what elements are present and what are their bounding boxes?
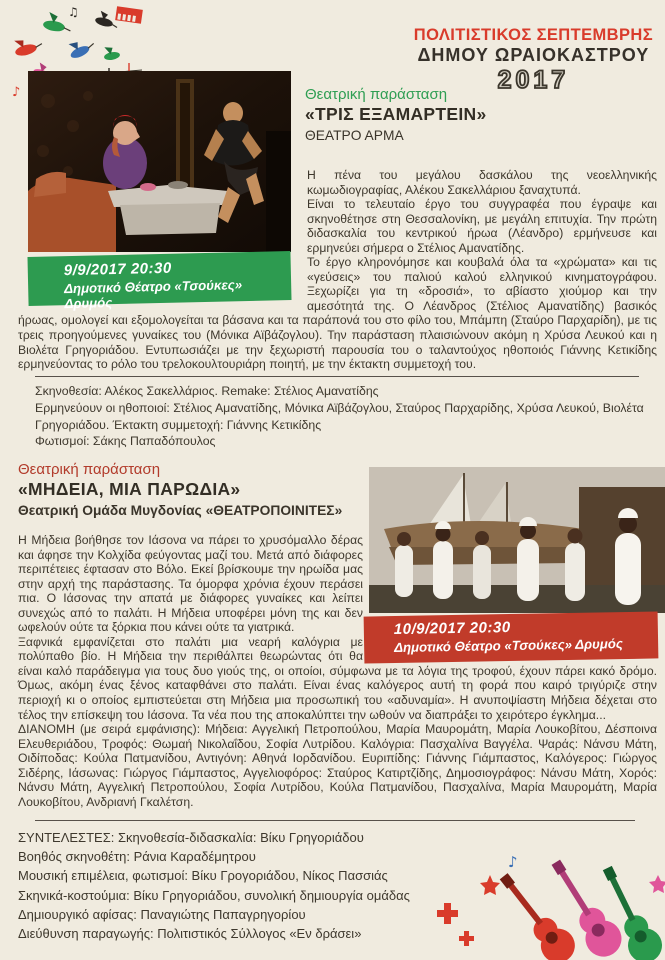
show1-heading [305,86,657,143]
credit-line: Σκηνοθεσία: Αλέκος Σακελλάριος. Remake: Στέλιος Αμανατίδης [35,384,379,398]
show2-paragraph: Ξαφνικά εμφανίζεται στο παλάτι μια νεαρή καλόγρια με πολύπαθο βίο. Η Μήδεια την περιθάλπει θεωρώντας ότι θα είναι καλό παράδειγμα για τους δυο γιούς της, οι οποίοι, σύμφωνα με τα λόγια της τροφού, έχουν πάρει κακό δρόμο. Όμως, ακόμη ένας ξένος καταφθάνει στο παλάτι. Είναι ένας καλόγερος αυτή τη φορά που καιρό τριγύριζε στην περιοχή κι ο οποίος εμπιστεύεται στη Μήδεια μια προσωπική του «αδυναμία». Η ανυποψίαστη Μήδεια δέχεται στο τέλος την επίσκεψη του Ιάσονα. Τα νέα που της αποκαλύπτει την ωθούν να διαπράξει το χειρότερο έγκλημα... [18,634,657,722]
show1-description [18,168,657,372]
credit-line: Διεύθυνση παραγωγής: Πολιτιστικός Σύλλογος «Εν δράσει» [18,926,362,942]
show2-title: «ΜΗΔΕΙΑ, ΜΙΑ ΠΑΡΩΔΙΑ» [18,479,241,499]
credit-line: Βοηθός σκηνοθέτη: Ράνια Καραδέμητρου [18,849,256,865]
show1-paragraph: Το έργο κληρονόμησε και κουβαλά όλα τα «χρώματα» και τις «γεύσεις» του παλιού καλού ελληνικού κινηματογράφου. Ξεχωρίζει για τη «δροσιά», το αβίαστο χιούμορ και την αμεσότητά της. Ο Λέανδρος (Στέλιος Αμανατίδης) βασικός ήρωας, ομολογεί και εξομολογείται τα βάσανα και τα παράπονά του στο φίλο του, Μπάμπη (Σταύρο Παρχαρίδη), με τις τρεις προηγούμενες γυναίκες του (Μόνικα Αϊβάζογλου). Την παράσταση πλαισιώνουν ακόμη η Χρύσα Λευκού και η Βιολέτα Γρηγοριάδου. Εντυπωσιάζει με την ξεχωριστή παρουσία του ο ταλαντούχος ηθοποιός Γιάννης Κετικίδης ερμηνεύοντας το ρόλο του τρελοκουλτουριάρη ποιητή, με την έκτακτη συμμετοχή του. [18,255,657,372]
show2-paragraph: Η Μήδεια βοήθησε τον Ιάσονα να πάρει το χρυσόμαλλο δέρας και άφησε την Κολχίδα φεύγοντας μαζί του. Μετά από διάφορες περιπέτειες έφτασαν στο Βόλο. Εκεί βρίσκουμε την ηρωίδα μας στην αρχή της παράστασης. Τα όμορφα χρόνια έχουν περάσει πια. Ο Ιάσονας την απατά με διάφορες γυναίκες και λείπει συνεχώς από το παλάτι. Η Μήδεια υποφέρει μόνη της και δεν ωφελούν ούτε τα ξόρκια που κάνει ούτε τα γιατρικά. [18,533,363,635]
show1-credits [35,383,657,450]
festival-year: 2017 [497,65,570,94]
festival-title: ΠΟΛΙΤΙΣΤΙΚΟΣ ΣΕΠΤΕΜΒΡΗΣ [413,26,653,44]
show2-description [18,533,657,809]
show2-venue: Δημοτικό Θέατρο «Τσούκες» Δρυμός [394,636,623,656]
show1-kicker: Θεατρική παράσταση [305,86,448,103]
photo-wrap-spacer [18,168,307,311]
credit-line: ΣΥΝΤΕΛΕΣΤΕΣ: Σκηνοθεσία-διδασκαλία: Βίκυ Γρηγοριάδου [18,830,364,845]
divider [35,820,635,821]
show1-datetime: 9/9/2017 20:30 [63,259,172,280]
credit-line: Σκηνικά-κοστούμια: Βίκυ Γρηγοριάδου, συνολική δημιουργία ομάδας [18,887,410,903]
production-credits [18,828,458,943]
credit-line: Ερμηνεύουν οι ηθοποιοί: Στέλιος Αμανατίδης, Μόνικα Αϊβάζογλου, Σταύρος Παρχαρίδης, Χρύσα Λευκού, Βιολέτα Γρηγοριάδου. Έκτακτη συμμετοχή: Γιάννης Κετικίδης [35,400,644,432]
show1-venue: Δημοτικό Θέατρο «Τσούκες» Δρυμός [64,277,243,312]
show1-paragraph: Είναι το τελευταίο έργο του συγγραφέα που έγραψε και σκηνοθέτησε στη Θεσσαλονίκη, με μεγάλη επιτυχία. Την πρώτη διδασκαλία του κεντρικού ήρωα (Λέανδρο) ερμήνευσε και ερμηνεύει σήμερα ο Στέλιος Αμανατίδης. [307,197,657,255]
show2-datetime: 10/9/2017 20:30 [393,619,511,639]
credit-line: Φωτισμοί: Σάκης Παπαδόπουλος [35,434,216,449]
show2-kicker: Θεατρική παράσταση [18,461,161,478]
svg-text:♪: ♪ [508,853,518,871]
divider [35,376,639,377]
credit-line: Μουσική επιμέλεια, φωτισμοί: Βίκυ Γρογοριάδου, Νίκος Πασσιάς [18,868,388,884]
flyer-header [414,26,653,94]
guitars-icon [430,845,665,960]
show1-paragraph: Η πένα του μεγάλου δασκάλου της νεοελληνικής κωμωδιογραφίας, Αλέκου Σακελλάριου ξαναχτυπά. [307,168,657,197]
municipality-name: ΔΗΜΟΥ ΩΡΑΙΟΚΑΣΤΡΟΥ [417,44,650,65]
show1-company: ΘΕΑΤΡΟ ΑΡΜΑ [305,128,404,143]
show2-cast-list: ΔΙΑΝΟΜΗ (με σειρά εμφάνισης): Μήδεια: Αγγελική Πετροπούλου, Μαρία Μαυρομάτη, Μαρία Λουκοβίτου, Δέσποινα Ελευθεριάδου, Τροφός: Θωμαή Νικολαΐδου, Σοφία Λυτρίδου. Καλόγρια: Πασχαλίνα Βαγγέλα. Ψαράς: Νάνσυ Μάτη, Οιδίποδας: Κούλα Πατμανίδου, Αντιγόνη: Αθηνά Ιορδανίδου. Ευριπίδης: Γιάννης Γιάμπαστος, Καλόγερος: Γιώργος Σιδέρης, Ιάσωνας: Γιώργος Γιάμπαστος, Αγγελιοφόρος: Σταύρος Κατιρτζίδης, Δημοσιογράφος: Νάνσυ Μάτη, Χορός: Νάνσυ Μάτη, Αγγελική Πετροπούλου, Σοφία Λυτρίδου, Κούλα Πατμανίδου, Πασχαλίνα, Μαρία Μαυρομάτη, Μαρία Λουκοβίτου, Ανδριανή Γκαλέτση. [18,722,657,809]
show1-title: «ΤΡΙΣ ΕΞΑΜΑΡΤΕΙΝ» [305,104,487,124]
credit-line: Δημιουργικό αφίσας: Παναγιώτης Παπαγρηγορίου [18,906,306,922]
photo-wrap-spacer [363,533,657,663]
svg-text:♫: ♫ [68,5,79,19]
show2-company: Θεατρική Ομάδα Μυγδονίας «ΘΕΑΤΡΟΠΟΙΝΙΤΕΣ» [18,503,343,518]
svg-text:♪: ♪ [12,85,21,100]
